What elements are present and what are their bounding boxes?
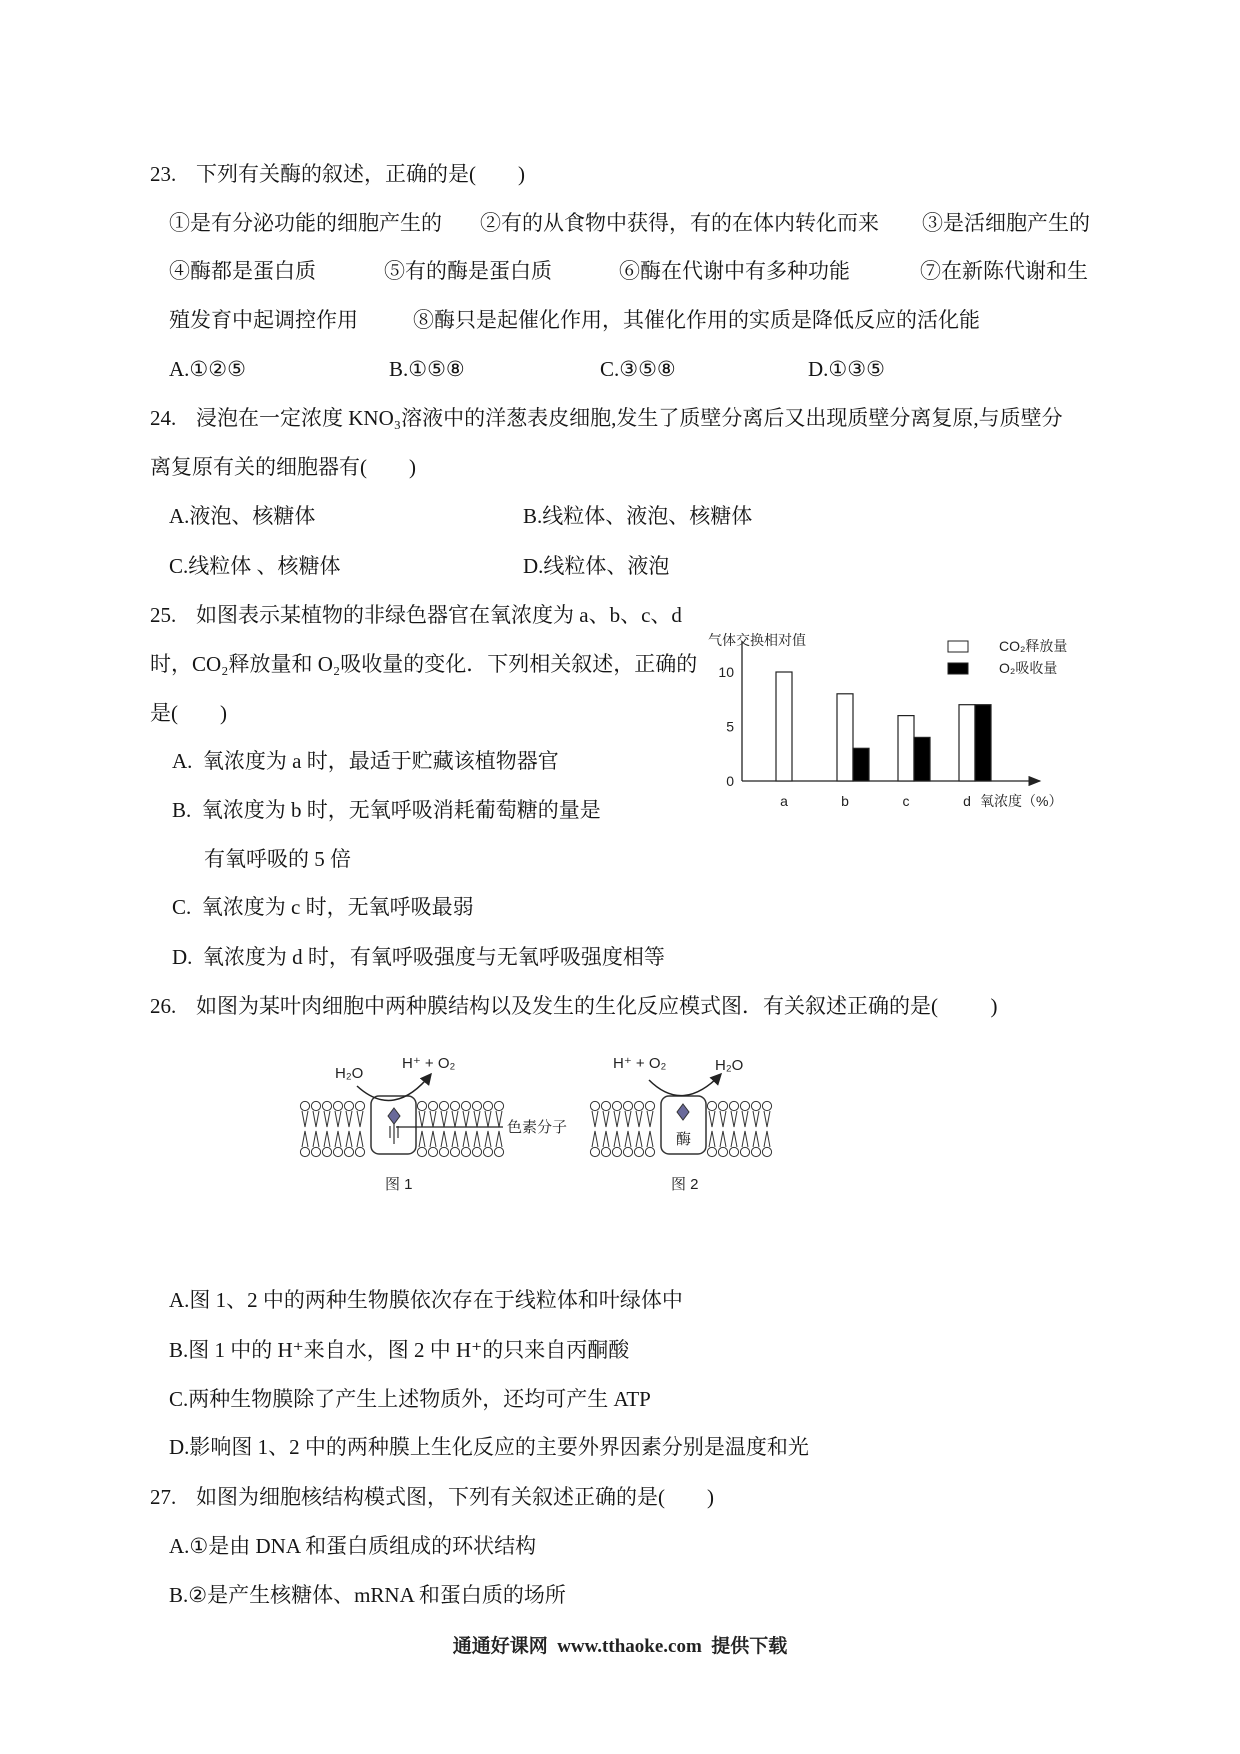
lipid-tail [720, 1111, 726, 1127]
lipid-tail [496, 1131, 502, 1147]
lipid-head [483, 1147, 492, 1156]
q23-item-5: ⑤有的酶是蛋白质 [384, 259, 552, 283]
fig2-water-label: H₂O [715, 1057, 744, 1074]
q25-option-b-continued: 有氧呼吸的 5 倍 [204, 847, 351, 871]
q23-item-8: ⑧酶只是起催化作用，其催化作用的实质是降低反应的活化能 [413, 308, 980, 332]
lipid-tail [346, 1111, 352, 1127]
lipid-tail [474, 1111, 480, 1127]
bar-o2-d [975, 705, 991, 781]
lipid-tail [614, 1111, 620, 1127]
lipid-head [428, 1101, 437, 1110]
legend-swatch-co2 [948, 641, 968, 652]
lipid-head [472, 1101, 481, 1110]
legend-label-o2: O₂吸收量 [999, 660, 1058, 676]
q26-option-d: D.影响图 1、2 中的两种膜上生化反应的主要外界因素分别是温度和光 [169, 1435, 809, 1459]
lipid-head [718, 1101, 727, 1110]
lipid-tail [592, 1131, 598, 1147]
q23-option-b: B.①⑤⑧ [389, 357, 465, 381]
q25-stem-line-1: 如图表示某植物的非绿色器官在氧浓度为 a、b、c、d [196, 603, 682, 627]
lipid-head [634, 1147, 643, 1156]
lipid-tail [452, 1111, 458, 1127]
fig2-enzyme-label: 酶 [676, 1131, 692, 1148]
lipid-head [472, 1147, 481, 1156]
q23-stem: 下列有关酶的叙述，正确的是( ) [196, 162, 525, 186]
bar-co2-b [837, 694, 853, 781]
q24-number: 24. [150, 406, 177, 430]
lipid-head [762, 1147, 771, 1156]
lipid-head [751, 1101, 760, 1110]
lipid-head [439, 1147, 448, 1156]
lipid-head [428, 1147, 437, 1156]
lipid-head [612, 1147, 621, 1156]
lipid-tail [753, 1131, 759, 1147]
lipid-tail [335, 1111, 341, 1127]
q24-option-c: C.线粒体 、核糖体 [169, 554, 341, 578]
chart-y-tick-label: 10 [718, 664, 734, 680]
lipid-tail [625, 1131, 631, 1147]
lipid-head [494, 1101, 503, 1110]
q27-option-b: B.②是产生核糖体、mRNA 和蛋白质的场所 [169, 1583, 566, 1607]
lipid-tail [709, 1111, 715, 1127]
lipid-tail [346, 1131, 352, 1147]
lipid-tail [324, 1131, 330, 1147]
q25-option-d: D. 氧浓度为 d 时，有氧呼吸强度与无氧呼吸强度相等 [172, 945, 665, 969]
q26-number: 26. [150, 994, 177, 1018]
q23-item-7: ⑦在新陈代谢和生 [920, 259, 1088, 283]
bar-co2-a [776, 672, 792, 781]
fig2-caption: 图 2 [671, 1176, 699, 1193]
lipid-tail [592, 1111, 598, 1127]
lipid-tail [731, 1131, 737, 1147]
lipid-tail [302, 1111, 308, 1127]
q25-option-b: B. 氧浓度为 b 时，无氧呼吸消耗葡萄糖的量是 [172, 798, 601, 822]
q25-stem-line-3: 是( ) [150, 701, 227, 725]
q25-number: 25. [150, 603, 177, 627]
lipid-head [590, 1147, 599, 1156]
lipid-tail [485, 1111, 491, 1127]
lipid-tail [302, 1131, 308, 1147]
lipid-tail [441, 1111, 447, 1127]
gas-exchange-bar-chart [690, 620, 1080, 820]
q27-number: 27. [150, 1485, 177, 1509]
legend-label-co2: CO₂释放量 [999, 638, 1068, 654]
lipid-tail [742, 1111, 748, 1127]
q26-option-b: B.图 1 中的 H⁺来自水，图 2 中 H⁺的只来自丙酮酸 [169, 1338, 630, 1362]
lipid-head [311, 1147, 320, 1156]
membrane-diagram [295, 1040, 785, 1200]
lipid-head [450, 1101, 459, 1110]
lipid-head [311, 1101, 320, 1110]
q23-item-1: ①是有分泌功能的细胞产生的 [169, 211, 442, 235]
lipid-head [355, 1101, 364, 1110]
q25-option-c: C. 氧浓度为 c 时，无氧呼吸最弱 [172, 895, 474, 919]
q23-option-c: C.③⑤⑧ [600, 357, 676, 381]
q25-stem-line-2: 时，CO₂释放量和 O₂吸收量的变化．下列相关叙述，正确的 [150, 652, 698, 676]
lipid-tail [313, 1111, 319, 1127]
lipid-head [762, 1101, 771, 1110]
lipid-head [333, 1147, 342, 1156]
chart-category-label: c [902, 793, 910, 809]
lipid-head [450, 1147, 459, 1156]
q27-stem: 如图为细胞核结构模式图，下列有关叙述正确的是( ) [196, 1485, 714, 1509]
q23-item-3: ③是活细胞产生的 [922, 211, 1090, 235]
lipid-tail [419, 1111, 425, 1127]
q24-stem-line-1: 浸泡在一定浓度 KNO₃溶液中的洋葱表皮细胞,发生了质壁分离后又出现质壁分离复原,与质壁分 [196, 406, 1063, 430]
chart-category-label: d [963, 793, 971, 809]
lipid-tail [603, 1111, 609, 1127]
lipid-head [417, 1101, 426, 1110]
lipid-head [322, 1101, 331, 1110]
q23-option-d: D.①③⑤ [808, 357, 885, 381]
chart-category-labels [780, 793, 971, 809]
lipid-head [751, 1147, 760, 1156]
q24-option-a: A.液泡、核糖体 [169, 504, 316, 528]
lipid-tail [419, 1131, 425, 1147]
q25-option-a: A. 氧浓度为 a 时，最适于贮藏该植物器官 [172, 749, 559, 773]
lipid-tail [496, 1111, 502, 1127]
lipid-head [300, 1101, 309, 1110]
lipid-head [729, 1101, 738, 1110]
lipid-tail [485, 1131, 491, 1147]
lipid-tail [753, 1111, 759, 1127]
lipid-head [623, 1101, 632, 1110]
lipid-head [417, 1147, 426, 1156]
lipid-tail [636, 1111, 642, 1127]
chart-y-tick-label: 0 [726, 773, 734, 789]
q23-item-2: ②有的从食物中获得，有的在体内转化而来 [480, 211, 879, 235]
page-footer: 通通好课网 www.tthaoke.com 提供下载 [452, 1636, 788, 1657]
lipid-tail [625, 1111, 631, 1127]
lipid-tail [441, 1131, 447, 1147]
chart-x-axis-label: 氧浓度（%） [980, 793, 1063, 809]
lipid-head [494, 1147, 503, 1156]
lipid-tail [474, 1131, 480, 1147]
lipid-head [483, 1101, 492, 1110]
lipid-tail [709, 1131, 715, 1147]
lipid-tail [742, 1131, 748, 1147]
chart-y-axis-label: 气体交换相对值 [708, 632, 806, 648]
lipid-head [645, 1101, 654, 1110]
lipid-tail [357, 1131, 363, 1147]
q23-number: 23. [150, 162, 177, 186]
chart-category-label: b [841, 793, 849, 809]
q23-item-7-continued: 殖发育中起调控作用 [169, 308, 358, 332]
lipid-tail [647, 1131, 653, 1147]
lipid-tail [313, 1131, 319, 1147]
lipid-head [740, 1147, 749, 1156]
lipid-head [355, 1147, 364, 1156]
q24-option-d: D.线粒体、液泡 [523, 554, 670, 578]
lipid-head [344, 1101, 353, 1110]
lipid-tail [452, 1131, 458, 1147]
chart-y-ticks [718, 664, 734, 789]
lipid-head [601, 1101, 610, 1110]
lipid-head [461, 1101, 470, 1110]
lipid-tail [764, 1111, 770, 1127]
lipid-head [461, 1147, 470, 1156]
fig1-water-label: H₂O [335, 1065, 364, 1082]
lipid-tail [335, 1131, 341, 1147]
bar-o2-c [914, 737, 930, 781]
fig1-caption: 图 1 [385, 1176, 413, 1193]
fig2-reactants-label: H⁺ + O₂ [613, 1055, 667, 1072]
q23-item-6: ⑥酶在代谢中有多种功能 [619, 259, 850, 283]
lipid-tail [357, 1111, 363, 1127]
fig2-reaction-arrow [649, 1074, 721, 1096]
q26-option-a: A.图 1、2 中的两种生物膜依次存在于线粒体和叶绿体中 [169, 1288, 683, 1312]
fig1-products-label: H⁺ + O₂ [402, 1055, 456, 1072]
q23-option-a: A.①②⑤ [169, 357, 246, 381]
lipid-head [333, 1101, 342, 1110]
lipid-tail [720, 1131, 726, 1147]
chart-category-label: a [780, 793, 788, 809]
bar-co2-c [898, 716, 914, 781]
lipid-tail [647, 1111, 653, 1127]
lipid-tail [636, 1131, 642, 1147]
lipid-tail [430, 1111, 436, 1127]
lipid-tail [764, 1131, 770, 1147]
bar-o2-b [853, 748, 869, 781]
q27-option-a: A.①是由 DNA 和蛋白质组成的环状结构 [169, 1534, 537, 1558]
lipid-head [300, 1147, 309, 1156]
lipid-head [729, 1147, 738, 1156]
lipid-head [623, 1147, 632, 1156]
lipid-head [740, 1101, 749, 1110]
lipid-head [439, 1101, 448, 1110]
q24-option-b: B.线粒体、液泡、核糖体 [523, 504, 753, 528]
lipid-head [634, 1101, 643, 1110]
bar-co2-d [959, 705, 975, 781]
lipid-tail [430, 1131, 436, 1147]
lipid-tail [614, 1131, 620, 1147]
q26-option-c: C.两种生物膜除了产生上述物质外，还均可产生 ATP [169, 1387, 651, 1411]
q23-item-4: ④酶都是蛋白质 [169, 259, 316, 283]
lipid-tail [731, 1111, 737, 1127]
lipid-head [601, 1147, 610, 1156]
lipid-tail [324, 1111, 330, 1127]
lipid-tail [603, 1131, 609, 1147]
q26-stem: 如图为某叶肉细胞中两种膜结构以及发生的生化反应模式图．有关叙述正确的是( ) [196, 994, 998, 1018]
lipid-tail [463, 1111, 469, 1127]
lipid-head [707, 1101, 716, 1110]
lipid-head [718, 1147, 727, 1156]
lipid-head [645, 1147, 654, 1156]
lipid-head [612, 1101, 621, 1110]
chart-y-tick-label: 5 [726, 718, 734, 735]
chart-bars [776, 672, 991, 781]
lipid-head [707, 1147, 716, 1156]
lipid-tail [463, 1131, 469, 1147]
lipid-head [344, 1147, 353, 1156]
legend-swatch-o2 [948, 663, 968, 674]
lipid-head [322, 1147, 331, 1156]
lipid-head [590, 1101, 599, 1110]
q24-stem-line-2: 离复原有关的细胞器有( ) [150, 455, 416, 479]
pigment-label: 色素分子 [507, 1119, 568, 1136]
